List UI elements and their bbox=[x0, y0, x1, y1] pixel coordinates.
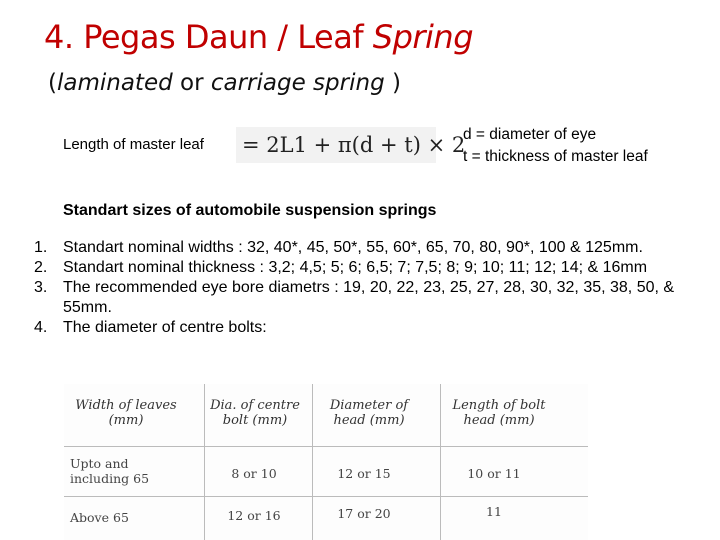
header-dia-centre-bolt: Dia. of centre bolt (mm) bbox=[210, 398, 300, 428]
definition-t: t = thickness of master leaf bbox=[463, 148, 648, 165]
table-cell: 12 or 16 bbox=[227, 508, 281, 523]
subtitle-laminated: laminated bbox=[56, 70, 173, 96]
list-number: 3. bbox=[34, 279, 48, 296]
formula-image bbox=[236, 127, 466, 163]
list-number: 4. bbox=[34, 319, 48, 336]
title-main: 4. Pegas Daun / Leaf bbox=[44, 18, 373, 56]
subtitle-or: or bbox=[172, 70, 211, 96]
title-italic: Spring bbox=[372, 18, 474, 56]
section-heading: Standart sizes of automobile suspension springs bbox=[63, 202, 437, 219]
table-cell: 17 or 20 bbox=[337, 506, 391, 521]
table-cell: 8 or 10 bbox=[231, 466, 277, 481]
table-divider bbox=[64, 496, 588, 497]
list-text: The recommended eye bore diametrs : 19, 20, 22, 23, 25, 27, 28, 30, 32, 35, 38, 50, & 55mm. bbox=[63, 279, 675, 316]
list-item bbox=[0, 318, 690, 338]
formula-expression: = 2L1 + π(d + t) × 2 bbox=[242, 133, 466, 157]
table-cell: 12 or 15 bbox=[337, 466, 391, 481]
header-width-of-leaves: Width of leaves (mm) bbox=[75, 398, 177, 428]
sizes-list bbox=[0, 238, 690, 338]
table-cell: Upto and including 65 bbox=[70, 456, 150, 486]
subtitle-open: ( bbox=[48, 70, 57, 96]
table-divider bbox=[440, 384, 441, 540]
list-text: The diameter of centre bolts: bbox=[63, 319, 267, 336]
header-length-of-bolt-head: Length of bolt head (mm) bbox=[452, 398, 546, 428]
formula-label: Length of master leaf bbox=[63, 136, 204, 153]
formula-definitions bbox=[463, 124, 648, 168]
slide-subtitle bbox=[48, 70, 401, 96]
subtitle-carriage-spring: carriage spring bbox=[210, 70, 385, 96]
list-text: Standart nominal widths : 32, 40*, 45, 50*, 55, 60*, 65, 70, 80, 90*, 100 & 125mm. bbox=[63, 239, 643, 256]
subtitle-close: ) bbox=[384, 70, 401, 96]
bolt-table-image bbox=[64, 384, 588, 540]
list-number: 1. bbox=[34, 239, 48, 256]
list-item bbox=[0, 238, 690, 258]
slide-title bbox=[44, 18, 473, 56]
definition-d: d = diameter of eye bbox=[463, 126, 597, 143]
header-diameter-of-head: Diameter of head (mm) bbox=[329, 398, 409, 428]
table-cell: Above 65 bbox=[70, 510, 129, 525]
table-cell: 10 or 11 bbox=[467, 466, 521, 481]
table-divider bbox=[64, 446, 588, 447]
list-item bbox=[0, 278, 690, 318]
table-cell: 11 bbox=[486, 504, 502, 519]
list-number: 2. bbox=[34, 259, 48, 276]
list-item bbox=[0, 258, 690, 278]
table-divider bbox=[312, 384, 313, 540]
list-text: Standart nominal thickness : 3,2; 4,5; 5; 6; 6,5; 7; 7,5; 8; 9; 10; 11; 12; 14; & 16mm bbox=[63, 259, 648, 276]
